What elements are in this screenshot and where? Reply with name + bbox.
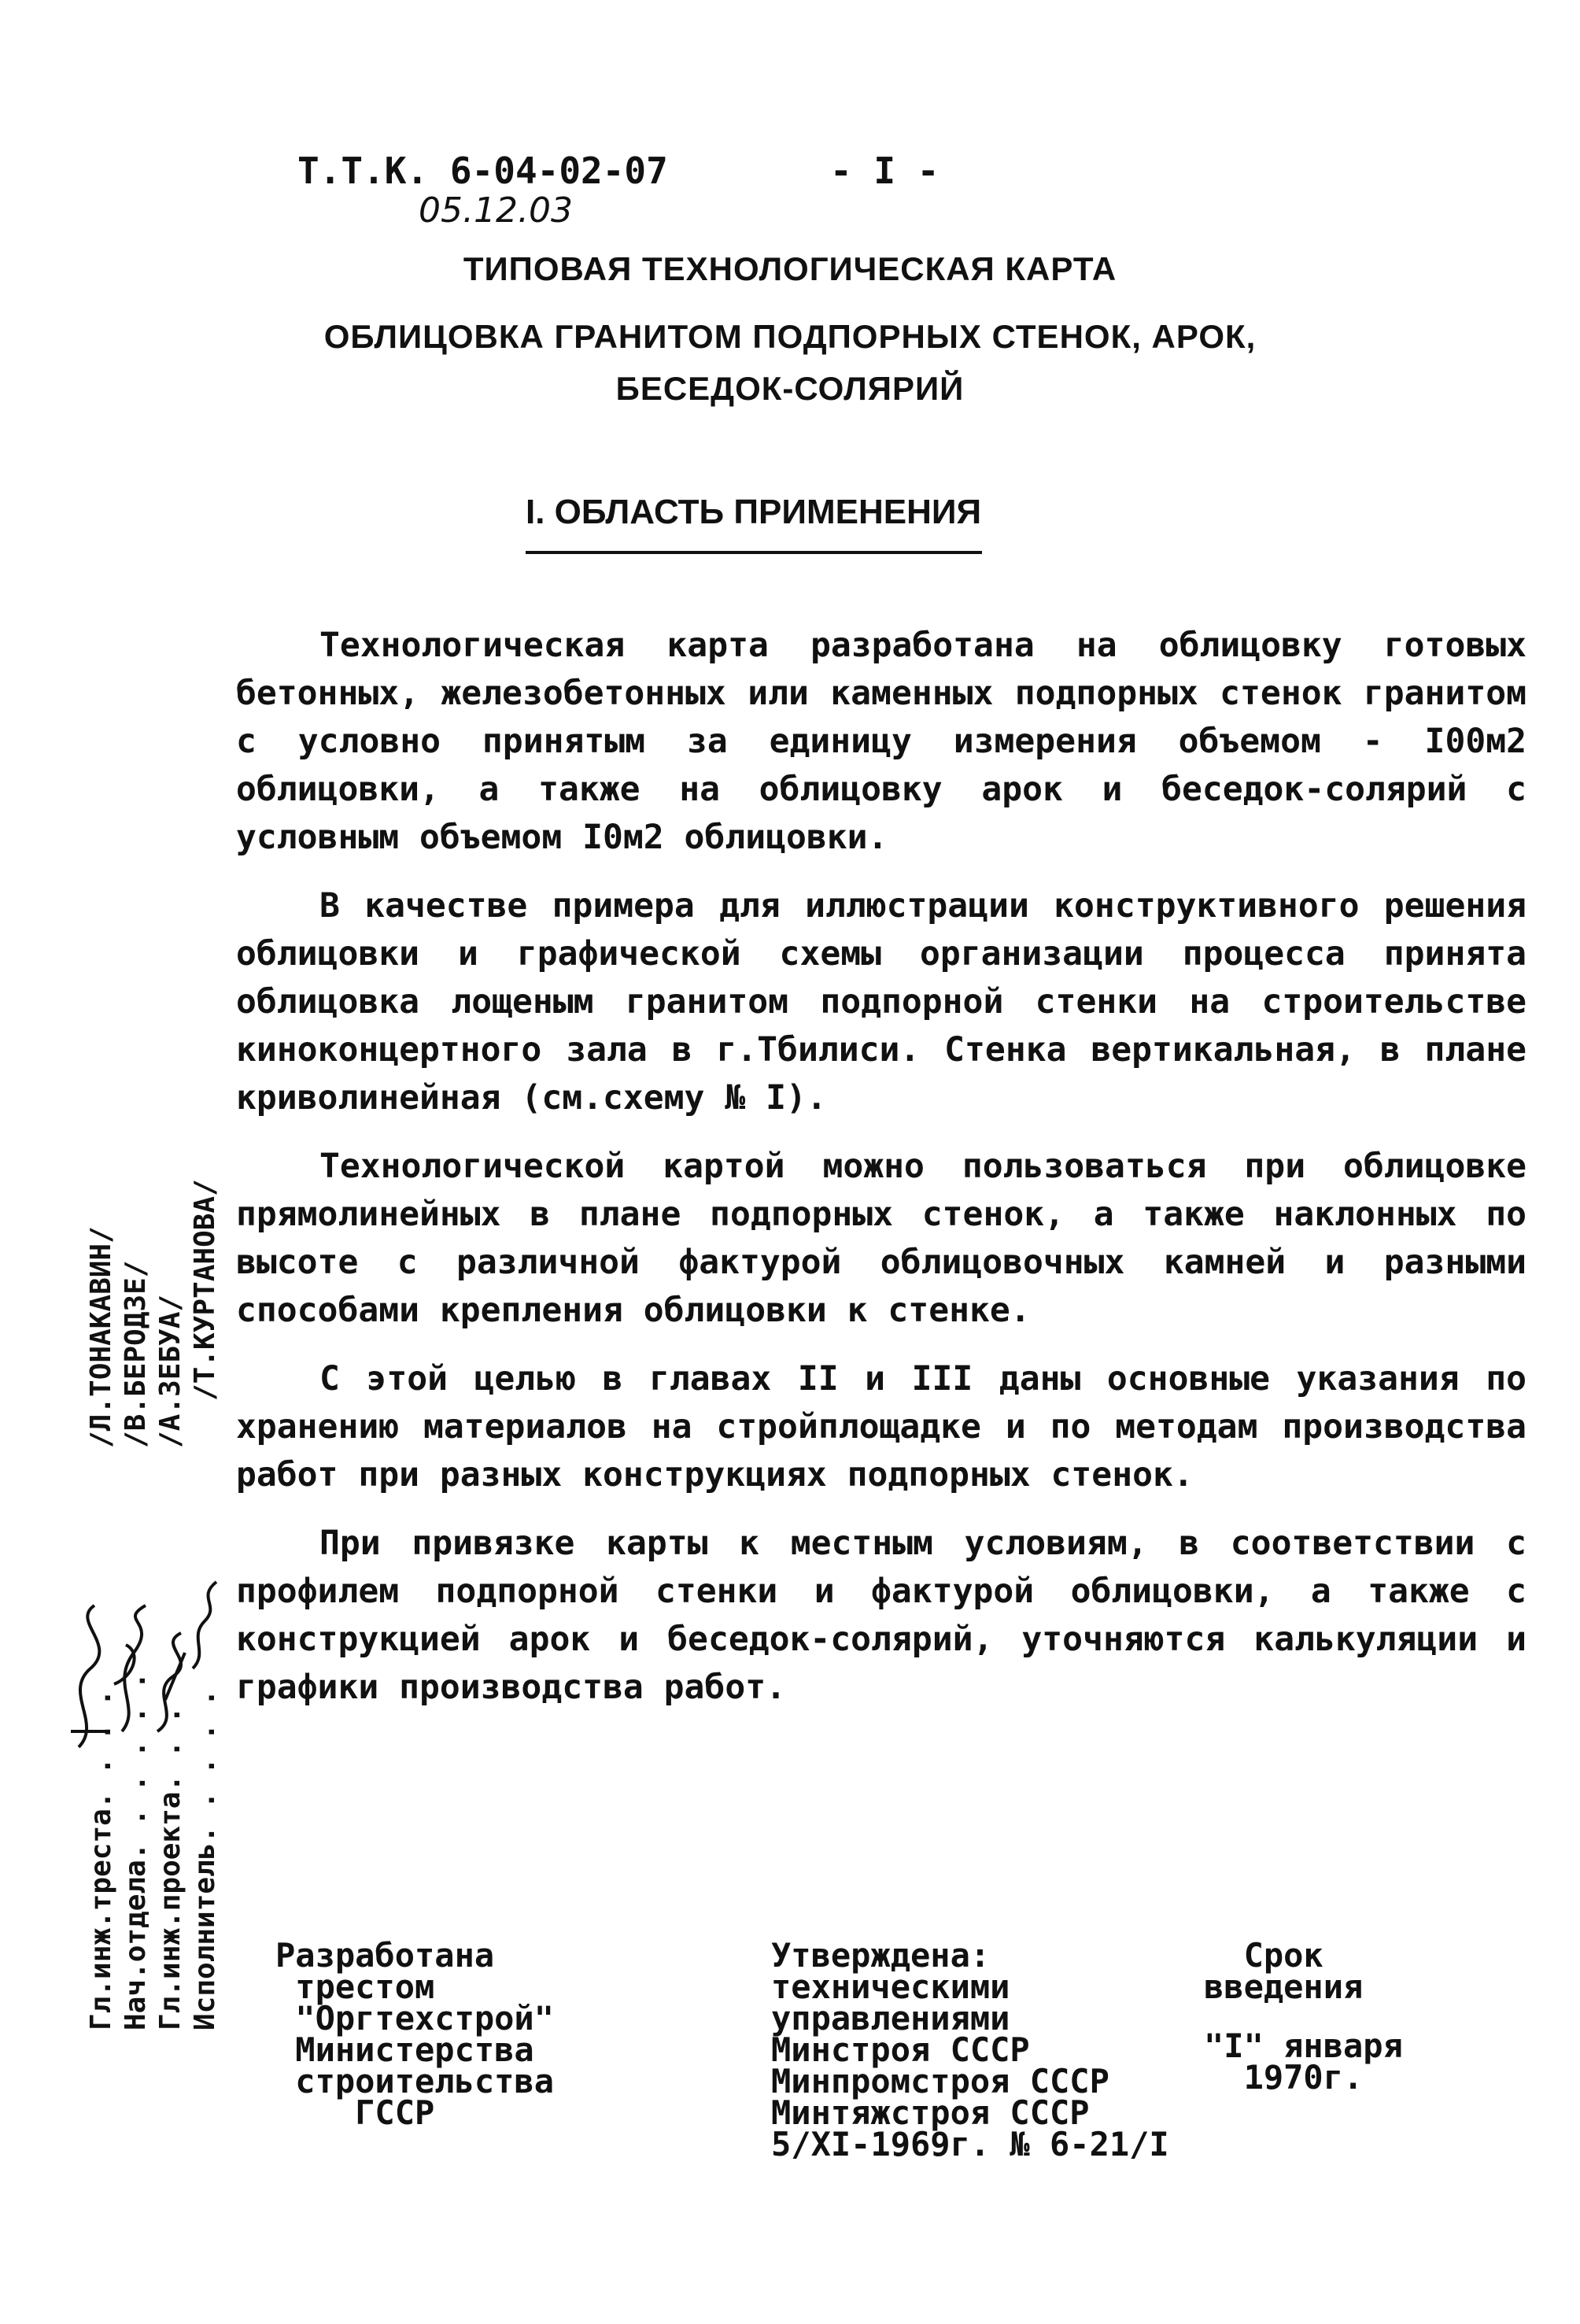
- title-line-2: ОБЛИЦОВКА ГРАНИТОМ ПОДПОРНЫХ СТЕНОК, АРОК,: [323, 318, 1257, 355]
- section-underline: [526, 551, 982, 554]
- signature-role: Исполнитель. . . . .: [189, 1689, 221, 2030]
- effective-label: Срок введения: [1204, 1936, 1364, 2006]
- signature-name: /Т.КУРТАНОВА/: [189, 1180, 221, 1401]
- signature-name: /Л.ТОНАКАВИН/: [85, 1226, 117, 1448]
- developed-by: Разработана трестом "Оргтехстрой" Министерства строительства ГССР: [275, 1936, 555, 2132]
- signature-name: /В.БЕРОДЗЕ/: [120, 1260, 152, 1448]
- handwritten-code: 05.12.03: [419, 190, 573, 231]
- paragraph: В качестве примера для иллюстрации конструктивного решения облицовки и графической схемы организации процесса принята облицовка лощеным гранитом подпорной стенки на строительстве киноконцертного зала в г.Тбилиси. Стенка вертикальная, в плане криволинейная (см.схему № I).: [236, 886, 1526, 1118]
- signature-name: /А.ЗЕБУА/: [154, 1294, 186, 1448]
- paragraph: При привязке карты к местным условиям, в соответствии с профилем подпорной стенки и фактурой облицовки, а также с конструкцией арок и беседок-солярий, уточняются калькуляции и графики производства работ.: [236, 1524, 1526, 1707]
- paragraph: С этой целью в главах II и III даны основные указания по хранению материалов на стройплощадке и по методам производства работ при разных конструкциях подпорных стенок.: [236, 1359, 1526, 1495]
- paragraph: Технологической картой можно пользоваться при облицовке прямолинейных в плане подпорных стенок, а также наклонных по высоте с различной фактурой облицовочных камней и разными способами крепления облицовки к стенке.: [236, 1147, 1526, 1330]
- signature-block: [47, 1180, 244, 2038]
- body-text: [236, 622, 1526, 1732]
- title-line-3: БЕСЕДОК-СОЛЯРИЙ: [615, 370, 965, 407]
- signature-role: Гл.инж.проекта. . .: [154, 1706, 186, 2030]
- signature-block-svg: [47, 1180, 244, 2038]
- signature-role: Нач.отдела. . . . . .: [120, 1672, 152, 2030]
- section-heading: I. ОБЛАСТЬ ПРИМЕНЕНИЯ: [526, 493, 982, 531]
- page-number: - I -: [830, 150, 940, 192]
- paragraph: Технологическая карта разработана на облицовку готовых бетонных, железобетонных или каменных подпорных стенок гранитом с условно принятым за единицу измерения объемом - I00м2 облицовки, а также на облицовку арок и беседок-солярий с условным объемом I0м2 облицовки.: [236, 626, 1526, 857]
- approved-by: Утверждена: техническими управлениями Минстроя СССР Минпромстроя СССР Минтяжстроя СССР 5/XI-1969г. № 6-21/I: [771, 1936, 1169, 2163]
- title-line-1: ТИПОВАЯ ТЕХНОЛОГИЧЕСКАЯ КАРТА: [463, 250, 1117, 287]
- document-code: Т.Т.К. 6-04-02-07: [297, 150, 668, 192]
- signature-role: Гл.инж.треста. . . .: [85, 1689, 117, 2030]
- effective-date: "I" января 1970г.: [1204, 2027, 1403, 2097]
